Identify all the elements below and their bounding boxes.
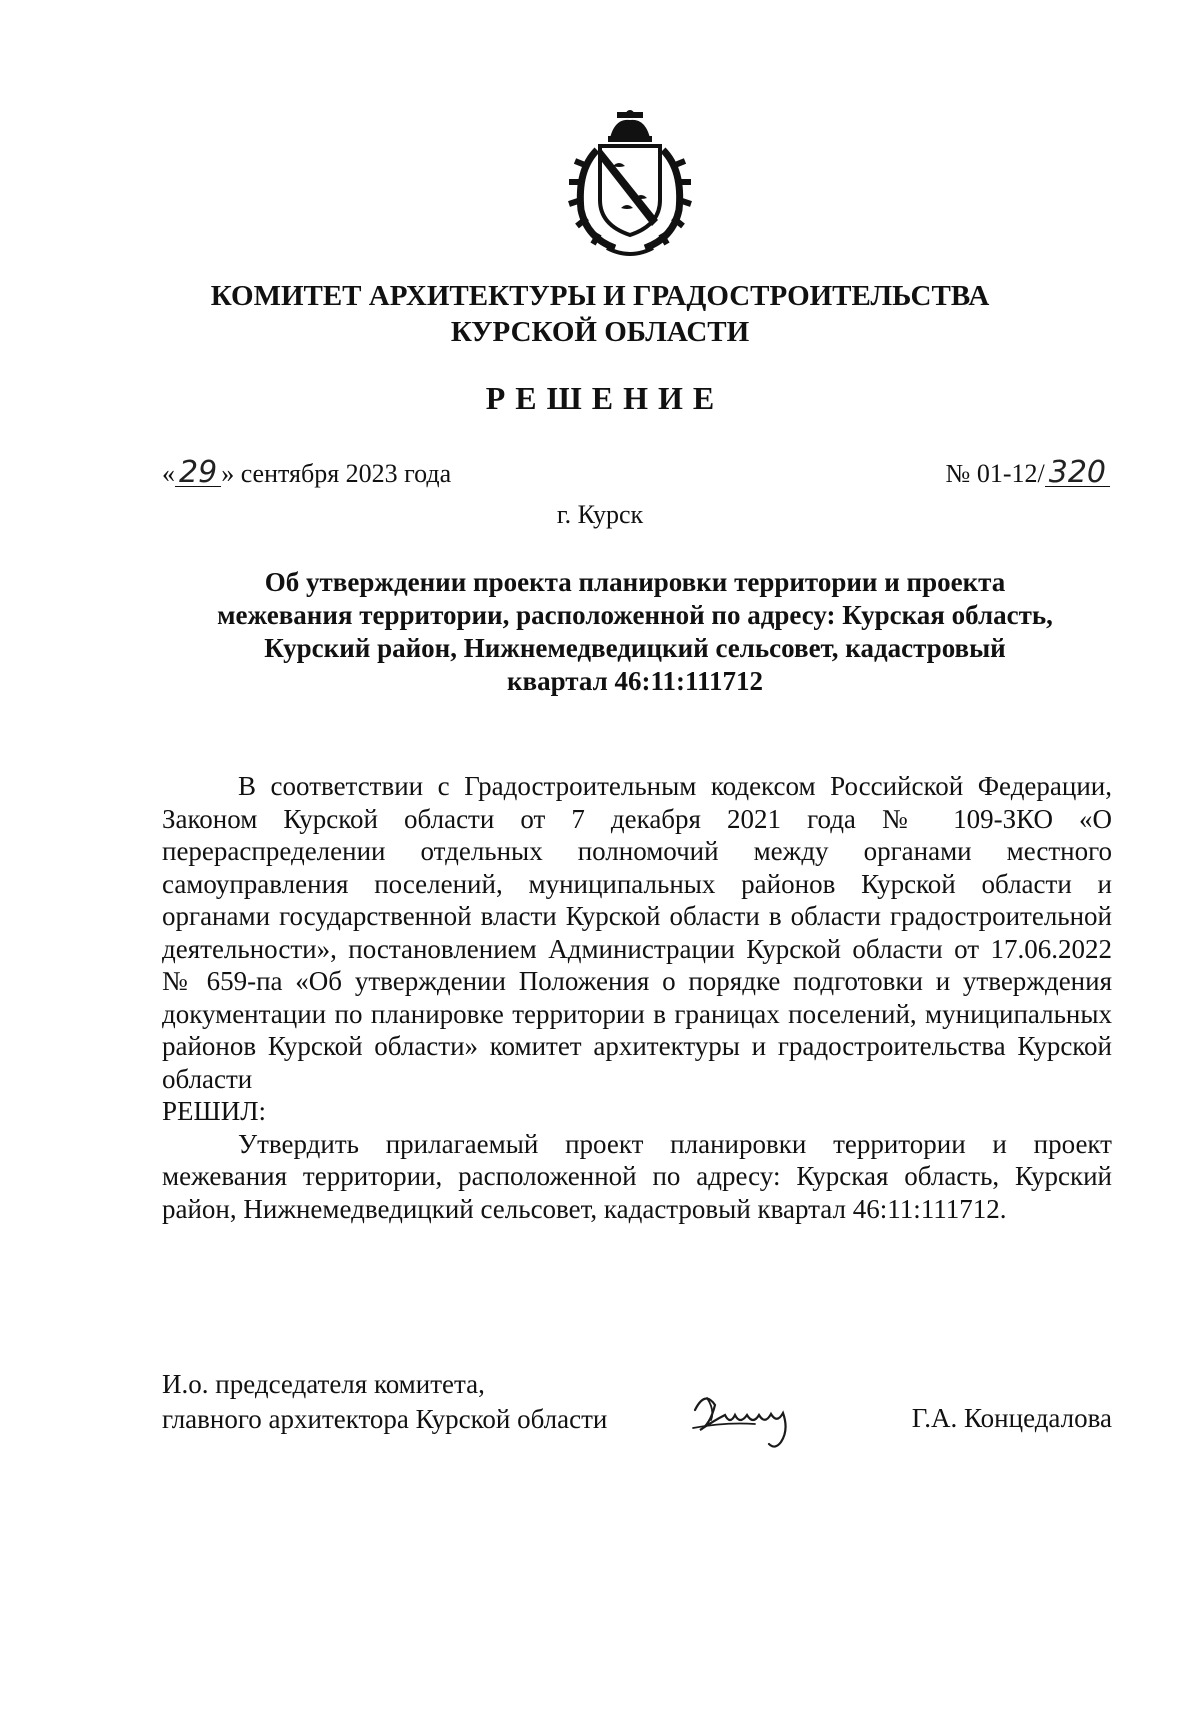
organization-line-1: КОМИТЕТ АРХИТЕКТУРЫ И ГРАДОСТРОИТЕЛЬСТВА — [210, 280, 990, 312]
body-paragraph-1: В соответствии с Градостроительным кодексом Российской Федерации, Законом Курской области от 7 декабря 2021 года № 109-ЗКО «О перераспределении отдельных полномочий между органами местного самоуправления поселений, муниципальных районов Курской области и органами государственной власти Курской области в области градостроительной деятельности», постановлением Администрации Курской области от 17.06.2022 № 659-па «Об утверждении Положения о порядке подготовки и утверждения документации по планировке территории в границах поселений, муниципальных районов Курской области» комитет архитектуры и градостроительства Курской области — [162, 771, 1112, 1094]
position-line-2: главного архитектора Курской области — [162, 1404, 608, 1434]
number-value-handwritten: 320 — [1045, 460, 1110, 487]
signer-name: Г.А. Концедалова — [911, 1403, 1112, 1433]
subject-line-2: межевания территории, расположенной по адресу: Курская область, — [217, 600, 1053, 630]
organization-line-2: КУРСКОЙ ОБЛАСТИ — [450, 316, 750, 348]
signatory-position — [162, 1367, 607, 1437]
date-rest: » сентября 2023 года — [221, 459, 452, 488]
document-type-title: РЕШЕНИЕ — [485, 380, 725, 416]
body-paragraph-2: Утвердить прилагаемый проект планировки территории и проект межевания территории, расположенной по адресу: Курская область, Курский район, Нижнемедведицкий сельсовет, кадастровый квартал 46:11:111712. — [162, 1128, 1112, 1224]
document-city: г. Курск — [556, 500, 644, 529]
organization-name — [0, 278, 1200, 350]
document-number — [945, 455, 1110, 490]
body-resolved: РЕШИЛ: — [162, 1096, 267, 1126]
subject-line-4: квартал 46:11:111712 — [506, 666, 764, 696]
date-open-quote: « — [162, 459, 175, 488]
subject-line-1: Об утверждении проекта планировки территории и проекта — [264, 567, 1006, 597]
position-line-1: И.о. председателя комитета, — [162, 1369, 485, 1399]
document-date — [162, 455, 452, 490]
date-day-handwritten: 29 — [175, 460, 221, 487]
document-body — [162, 770, 1112, 1225]
subject-line-3: Курский район, Нижнемедведицкий сельсовет, кадастровый — [264, 633, 1006, 663]
coat-of-arms-icon — [555, 110, 705, 260]
number-prefix: № 01-12/ — [945, 459, 1045, 488]
handwritten-signature-icon — [685, 1380, 835, 1460]
document-subject — [160, 566, 1110, 698]
